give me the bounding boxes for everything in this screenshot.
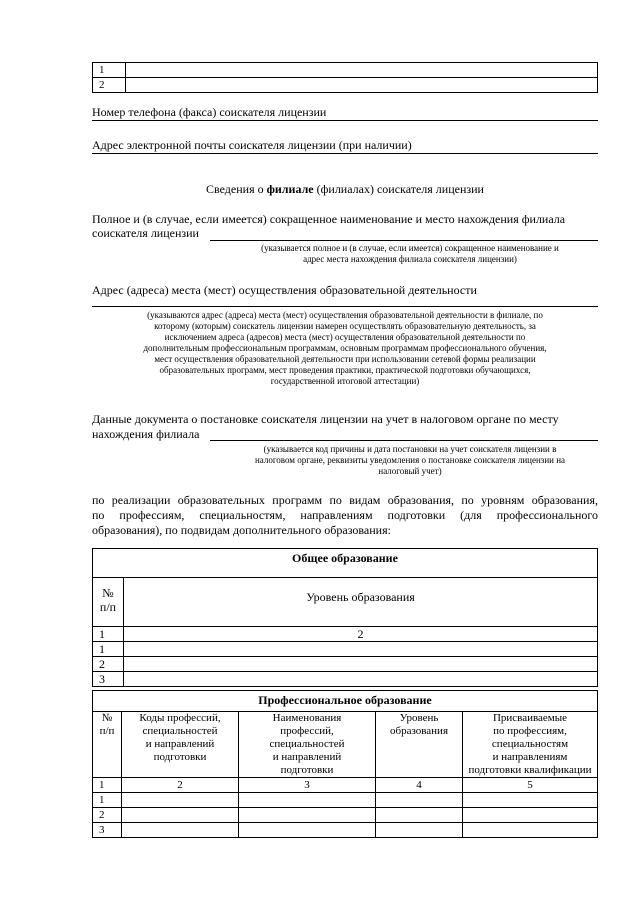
table-cell[interactable]: [126, 63, 598, 78]
header-line: №: [101, 712, 113, 724]
header-line: и направлений: [272, 751, 342, 763]
row-number: 1: [93, 793, 122, 808]
branch-name-label-line2: соискателя лицензии: [92, 226, 199, 240]
index-cell: 1: [93, 627, 124, 642]
email-field[interactable]: [92, 153, 598, 154]
row-number: 1: [93, 63, 126, 78]
index-cell: 5: [463, 778, 598, 793]
branch-heading: [92, 182, 598, 197]
table-index-row: [93, 627, 598, 642]
table-cell[interactable]: [239, 808, 376, 823]
general-education-title: Общее образование: [93, 549, 598, 578]
table-row: [93, 823, 598, 838]
column-header-qualification: [463, 712, 598, 778]
phone-label: Номер телефона (факса) соискателя лицензии: [92, 105, 327, 119]
branch-heading-suffix: (филиалах) соискателя лицензии: [313, 182, 484, 196]
row-number: 2: [93, 657, 124, 672]
table-header-row: [93, 712, 598, 778]
address-hint: [92, 310, 598, 387]
table-cell[interactable]: [239, 823, 376, 838]
table-row: [93, 63, 598, 78]
branch-heading-bold: филиале: [266, 182, 314, 196]
hint-line: исключением адреса (адресов) места (мест) осуществления образовательной деятельности по: [164, 332, 526, 342]
index-cell: 3: [239, 778, 376, 793]
table-cell[interactable]: [124, 672, 598, 687]
table-cell[interactable]: [463, 808, 598, 823]
column-header-number: [93, 712, 122, 778]
table-cell[interactable]: [122, 823, 239, 838]
hint-line: налоговый учет): [378, 466, 442, 476]
column-header-level: Уровень образования: [124, 578, 598, 627]
programs-text-line2: по профессиям, специальностям, направлениям подготовки (для профессионального: [92, 508, 598, 522]
column-header-level: [376, 712, 463, 778]
header-line: профессий,: [280, 725, 334, 737]
tax-label-line2: нахождения филиала: [92, 427, 200, 441]
hint-line: образовательных программ, мест проведения практики, практической подготовки обучающихся,: [159, 365, 531, 375]
header-line: по профессиям,: [493, 725, 567, 737]
table-cell[interactable]: [376, 808, 463, 823]
hint-line: дополнительным профессиональным программам, основным программам профессионального обучения,: [143, 343, 547, 353]
header-line: подготовки: [153, 751, 207, 763]
header-line: Наименования: [272, 712, 342, 724]
professional-education-table: [92, 690, 598, 838]
hint-line: (указывается полное и (в случае, если имеется) сокращенное наименование и: [261, 243, 559, 253]
table-cell[interactable]: [239, 793, 376, 808]
table-index-row: [93, 778, 598, 793]
table-cell[interactable]: [122, 793, 239, 808]
tax-hint: [210, 444, 610, 477]
column-header-names: [239, 712, 376, 778]
top-table: [92, 62, 598, 93]
header-line: п/п: [99, 725, 115, 737]
row-number: 2: [93, 78, 126, 93]
column-header-codes: [122, 712, 239, 778]
header-line: Уровень: [399, 712, 439, 724]
table-cell[interactable]: [124, 657, 598, 672]
table-header-row: [93, 578, 598, 627]
table-cell[interactable]: [126, 78, 598, 93]
row-number: 1: [93, 642, 124, 657]
table-cell[interactable]: [463, 793, 598, 808]
header-line: подготовки квалификации: [468, 764, 592, 776]
header-line: Присваиваемые: [492, 712, 568, 724]
address-field[interactable]: [92, 306, 598, 307]
table-cell[interactable]: [122, 808, 239, 823]
header-line: специальностей: [142, 725, 218, 737]
table-row: [93, 793, 598, 808]
table-cell[interactable]: [463, 823, 598, 838]
branch-name-label-line1: Полное и (в случае, если имеется) сокращенное наименование и место нахождения филиала: [92, 212, 566, 226]
table-title-row: [93, 691, 598, 712]
header-line: Коды профессий,: [139, 712, 221, 724]
table-cell[interactable]: [376, 793, 463, 808]
email-label: Адрес электронной почты соискателя лицензии (при наличии): [92, 138, 412, 152]
header-line: п/п: [99, 600, 117, 614]
index-cell: 4: [376, 778, 463, 793]
branch-name-field[interactable]: [210, 240, 598, 241]
table-title-row: [93, 549, 598, 578]
hint-line: мест осуществления образовательной деятельности при использовании сетевой формы реализации: [154, 354, 536, 364]
programs-text-line1: по реализации образовательных программ по видам образования, по уровням образования,: [92, 493, 598, 507]
tax-field[interactable]: [210, 440, 598, 441]
header-line: №: [102, 586, 114, 600]
header-line: специальностей: [269, 738, 345, 750]
row-number: 3: [93, 823, 122, 838]
hint-line: государственной итоговой аттестации): [270, 376, 420, 386]
branch-heading-prefix: Сведения о: [206, 182, 267, 196]
table-row: [93, 808, 598, 823]
general-education-table: [92, 548, 598, 687]
index-cell: 2: [124, 627, 598, 642]
hint-line: (указываются адрес (адреса) места (мест) осуществления образовательной деятельности в филиале, по: [147, 310, 543, 320]
tax-label-line1: Данные документа о постановке соискателя лицензии на учет в налоговом органе по месту: [92, 412, 559, 426]
table-row: [93, 642, 598, 657]
row-number: 2: [93, 808, 122, 823]
header-line: образования: [389, 725, 449, 737]
programs-text-line3: образования), по подвидам дополнительного образования:: [92, 523, 391, 537]
phone-field[interactable]: [92, 120, 598, 121]
branch-name-hint: [210, 243, 610, 265]
header-line: подготовки: [280, 764, 334, 776]
row-number: 3: [93, 672, 124, 687]
table-row: [93, 672, 598, 687]
table-cell[interactable]: [124, 642, 598, 657]
hint-line: налоговом органе, реквизиты уведомления о постановке соискателя лицензии на: [254, 455, 566, 465]
column-header-number: [93, 578, 124, 627]
table-cell[interactable]: [376, 823, 463, 838]
hint-line: адрес места нахождения филиала соискателя лицензии): [303, 254, 517, 264]
header-line: специальностям: [491, 738, 569, 750]
index-cell: 2: [122, 778, 239, 793]
table-row: [93, 657, 598, 672]
hint-line: которому (которым) соискатель лицензии намерен осуществлять образовательную деятельность, за: [154, 321, 536, 331]
professional-education-title: Профессиональное образование: [93, 691, 598, 712]
table-row: [93, 78, 598, 93]
header-line: и направлений: [145, 738, 215, 750]
index-cell: 1: [93, 778, 122, 793]
hint-line: (указывается код причины и дата постановки на учет соискателя лицензии в: [263, 444, 557, 454]
address-label: Адрес (адреса) места (мест) осуществления образовательной деятельности: [92, 283, 477, 297]
header-line: и направлениям: [492, 751, 568, 763]
